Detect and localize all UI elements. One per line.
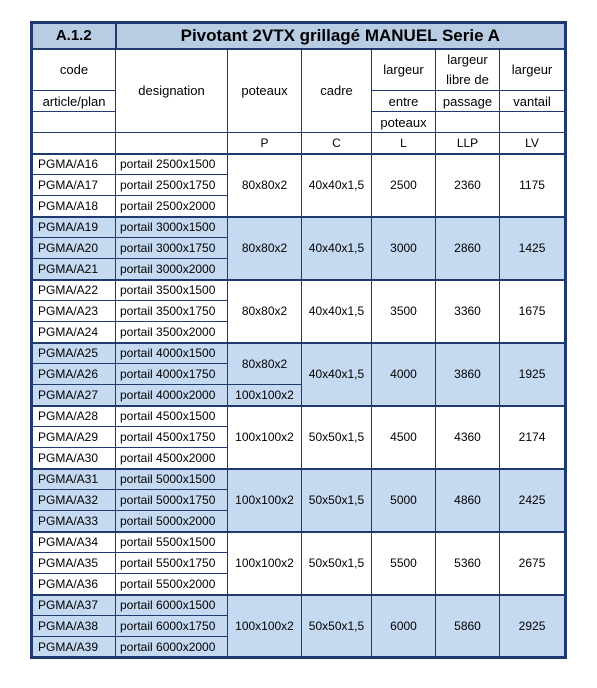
article-code: PGMA/A18 (32, 196, 116, 217)
header-vantail-2: vantail (500, 91, 566, 112)
poteaux-value: 80x80x2 (228, 217, 302, 280)
designation: portail 5500x1500 (116, 532, 228, 553)
designation: portail 4000x2000 (116, 385, 228, 406)
largeur-value: 3000 (372, 217, 436, 280)
spec-sheet (30, 21, 564, 659)
header-empty-code (32, 112, 116, 133)
group-3000 (32, 217, 566, 280)
poteaux-value: 80x80x2 (228, 343, 302, 385)
header-code-2: article/plan (32, 91, 116, 112)
header-empty-vantail (500, 112, 566, 133)
vantail-value: 2174 (500, 406, 566, 469)
header-largeur-3: poteaux (372, 112, 436, 133)
largeur-value: 4000 (372, 343, 436, 406)
passage-value: 4860 (436, 469, 500, 532)
passage-value: 5860 (436, 595, 500, 658)
article-code: PGMA/A19 (32, 217, 116, 238)
table-row (32, 595, 566, 616)
group-4000 (32, 343, 566, 406)
header-code: code (32, 49, 116, 91)
symbol-empty-1 (32, 133, 116, 154)
poteaux-value: 80x80x2 (228, 154, 302, 217)
symbol-empty-2 (116, 133, 228, 154)
header-designation: designation (116, 49, 228, 133)
cadre-value: 50x50x1,5 (302, 406, 372, 469)
article-code: PGMA/A33 (32, 511, 116, 532)
designation: portail 2500x1750 (116, 175, 228, 196)
group-3500 (32, 280, 566, 343)
cadre-value: 40x40x1,5 (302, 154, 372, 217)
largeur-value: 2500 (372, 154, 436, 217)
table-row (32, 343, 566, 364)
article-code: PGMA/A30 (32, 448, 116, 469)
header-libre-1: largeur (436, 49, 500, 70)
largeur-value: 5500 (372, 532, 436, 595)
header-libre-2: libre de (436, 70, 500, 91)
passage-value: 2860 (436, 217, 500, 280)
header-poteaux: poteaux (228, 49, 302, 133)
article-code: PGMA/A36 (32, 574, 116, 595)
vantail-value: 2675 (500, 532, 566, 595)
article-code: PGMA/A23 (32, 301, 116, 322)
symbol-c: C (302, 133, 372, 154)
table-row (32, 154, 566, 175)
article-code: PGMA/A39 (32, 637, 116, 658)
designation: portail 6000x2000 (116, 637, 228, 658)
designation: portail 5000x1750 (116, 490, 228, 511)
table-row (32, 469, 566, 490)
largeur-value: 4500 (372, 406, 436, 469)
table-row (32, 217, 566, 238)
designation: portail 5000x1500 (116, 469, 228, 490)
article-code: PGMA/A31 (32, 469, 116, 490)
designation: portail 3500x2000 (116, 322, 228, 343)
designation: portail 4500x2000 (116, 448, 228, 469)
article-code: PGMA/A28 (32, 406, 116, 427)
largeur-value: 6000 (372, 595, 436, 658)
poteaux-value: 100x100x2 (228, 532, 302, 595)
poteaux-value: 80x80x2 (228, 280, 302, 343)
article-code: PGMA/A27 (32, 385, 116, 406)
symbol-lv: LV (500, 133, 566, 154)
vantail-value: 2425 (500, 469, 566, 532)
article-code: PGMA/A37 (32, 595, 116, 616)
passage-value: 4360 (436, 406, 500, 469)
header-largeur: largeur (372, 49, 436, 91)
cadre-value: 40x40x1,5 (302, 280, 372, 343)
passage-value: 3860 (436, 343, 500, 406)
table-row (32, 532, 566, 553)
table-row (32, 280, 566, 301)
title-row (32, 23, 566, 49)
designation: portail 3000x2000 (116, 259, 228, 280)
designation: portail 3000x1500 (116, 217, 228, 238)
designation: portail 3500x1500 (116, 280, 228, 301)
vantail-value: 1675 (500, 280, 566, 343)
article-code: PGMA/A34 (32, 532, 116, 553)
cadre-value: 40x40x1,5 (302, 217, 372, 280)
article-code: PGMA/A32 (32, 490, 116, 511)
article-code: PGMA/A22 (32, 280, 116, 301)
article-code: PGMA/A38 (32, 616, 116, 637)
header-row-1 (32, 49, 566, 70)
designation: portail 2500x1500 (116, 154, 228, 175)
designation: portail 4000x1750 (116, 364, 228, 385)
designation: portail 3000x1750 (116, 238, 228, 259)
vantail-value: 2925 (500, 595, 566, 658)
vantail-value: 1425 (500, 217, 566, 280)
table-title: Pivotant 2VTX grillagé MANUEL Serie A (116, 23, 566, 49)
group-6000 (32, 595, 566, 658)
header-cadre: cadre (302, 49, 372, 133)
group-5000 (32, 469, 566, 532)
symbol-p: P (228, 133, 302, 154)
designation: portail 6000x1750 (116, 616, 228, 637)
header-libre-3: passage (436, 91, 500, 112)
group-4500 (32, 406, 566, 469)
cadre-value: 50x50x1,5 (302, 469, 372, 532)
header-largeur-2: entre (372, 91, 436, 112)
passage-value: 5360 (436, 532, 500, 595)
designation: portail 5500x1750 (116, 553, 228, 574)
table-id: A.1.2 (32, 23, 116, 49)
article-code: PGMA/A16 (32, 154, 116, 175)
designation: portail 4500x1500 (116, 406, 228, 427)
symbol-row (32, 133, 566, 154)
group-5500 (32, 532, 566, 595)
vantail-value: 1175 (500, 154, 566, 217)
designation: portail 5500x2000 (116, 574, 228, 595)
table-row (32, 406, 566, 427)
article-code: PGMA/A29 (32, 427, 116, 448)
article-code: PGMA/A25 (32, 343, 116, 364)
group-2500 (32, 154, 566, 217)
designation: portail 5000x2000 (116, 511, 228, 532)
poteaux-value-alt: 100x100x2 (228, 385, 302, 406)
article-code: PGMA/A17 (32, 175, 116, 196)
spec-table (30, 21, 567, 659)
header-empty-libre (436, 112, 500, 133)
designation: portail 3500x1750 (116, 301, 228, 322)
cadre-value: 50x50x1,5 (302, 595, 372, 658)
symbol-llp: LLP (436, 133, 500, 154)
article-code: PGMA/A26 (32, 364, 116, 385)
symbol-l: L (372, 133, 436, 154)
designation: portail 6000x1500 (116, 595, 228, 616)
poteaux-value: 100x100x2 (228, 595, 302, 658)
largeur-value: 5000 (372, 469, 436, 532)
article-code: PGMA/A21 (32, 259, 116, 280)
passage-value: 3360 (436, 280, 500, 343)
cadre-value: 50x50x1,5 (302, 532, 372, 595)
cadre-value: 40x40x1,5 (302, 343, 372, 406)
vantail-value: 1925 (500, 343, 566, 406)
article-code: PGMA/A35 (32, 553, 116, 574)
largeur-value: 3500 (372, 280, 436, 343)
article-code: PGMA/A20 (32, 238, 116, 259)
passage-value: 2360 (436, 154, 500, 217)
article-code: PGMA/A24 (32, 322, 116, 343)
header-vantail: largeur (500, 49, 566, 91)
designation: portail 4500x1750 (116, 427, 228, 448)
designation: portail 4000x1500 (116, 343, 228, 364)
poteaux-value: 100x100x2 (228, 469, 302, 532)
poteaux-value: 100x100x2 (228, 406, 302, 469)
designation: portail 2500x2000 (116, 196, 228, 217)
